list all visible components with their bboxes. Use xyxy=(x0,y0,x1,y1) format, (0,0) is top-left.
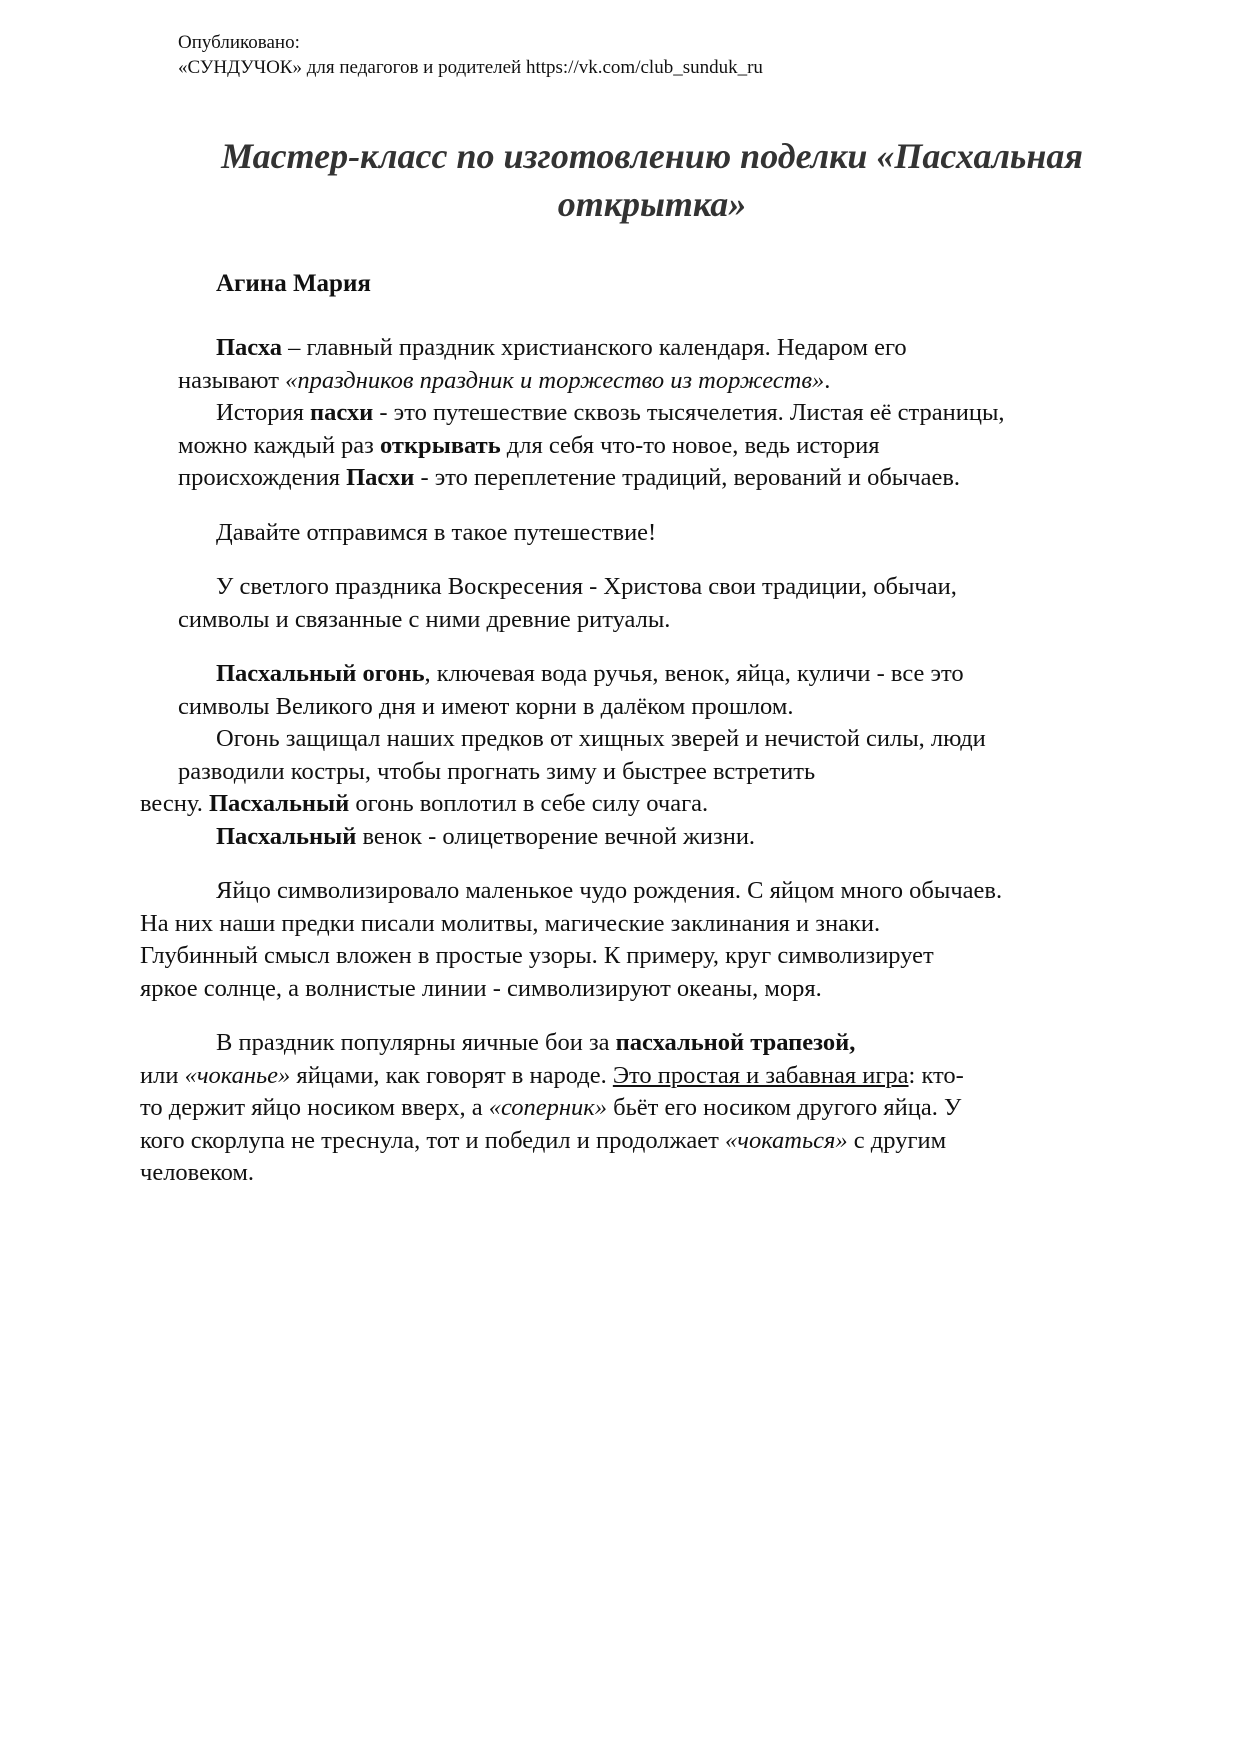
paragraph-wreath: Пасхальный венок - олицетворение вечной жизни. xyxy=(216,822,756,850)
underlined-phrase: Это простая и забавная игра xyxy=(612,1061,909,1089)
title-line-1: Мастер-класс по изготовлению поделки «Пасхальная xyxy=(221,136,1083,176)
paragraph-egg-fights: В праздник популярны яичные бои за пасхальной трапезой, или «чоканье» яйцами, как говорят в народе. Это простая и забавная игра: кто- то держит яйцо носиком вверх, а «соперник» бьёт его носиком другого яйца. У кого скорлупа не треснула, тот и победил и продолжает «чокаться» с другим человеком. xyxy=(140,1029,964,1186)
document-title xyxy=(178,132,1126,228)
paragraph-journey: Давайте отправимся в такое путешествие! xyxy=(216,518,657,546)
paragraph-egg: Яйцо символизировало маленькое чудо рождения. С яйцом много обычаев. На них наши предки писали молитвы, магические заклинания и знаки. Глубинный смысл вложен в простые узоры. К примеру, круг символизирует яркое солнце, а волнистые линии - символизируют океаны, моря. xyxy=(140,877,1003,1002)
author-name: Агина Мария xyxy=(216,270,371,297)
article-body xyxy=(140,332,1126,1190)
publication-header xyxy=(178,30,763,80)
paragraph-easter-history: История пасхи - это путешествие сквозь тысячелетия. Листая её страницы, можно каждый раз открывать для себя что-то новое, ведь история происхождения Пасхи - это переплетение традиций, верований и обычаев. xyxy=(178,399,1005,491)
paragraph-traditions: У светлого праздника Воскресения - Христова свои традиции, обычаи, символы и связанные с ними древние ритуалы. xyxy=(178,573,957,633)
paragraph-fire: Огонь защищал наших предков от хищных зверей и нечистой силы, люди разводили костры, чтобы прогнать зиму и быстрее встретить весну. Пасхальный огонь воплотил в себе силу очага. xyxy=(140,725,986,817)
header-source-line: «СУНДУЧОК» для педагогов и родителей https://vk.com/club_sunduk_ru xyxy=(178,57,763,78)
header-published-label: Опубликовано: xyxy=(178,32,300,53)
paragraph-symbols: Пасхальный огонь, ключевая вода ручья, венок, яйца, куличи - все это символы Великого дня и имеют корни в далёком прошлом. xyxy=(178,660,964,720)
paragraph-easter-intro: Пасха – главный праздник христианского календаря. Недаром его называют «праздников праздник и торжество из торжеств». xyxy=(178,334,907,394)
title-line-2: открытка» xyxy=(557,184,747,224)
